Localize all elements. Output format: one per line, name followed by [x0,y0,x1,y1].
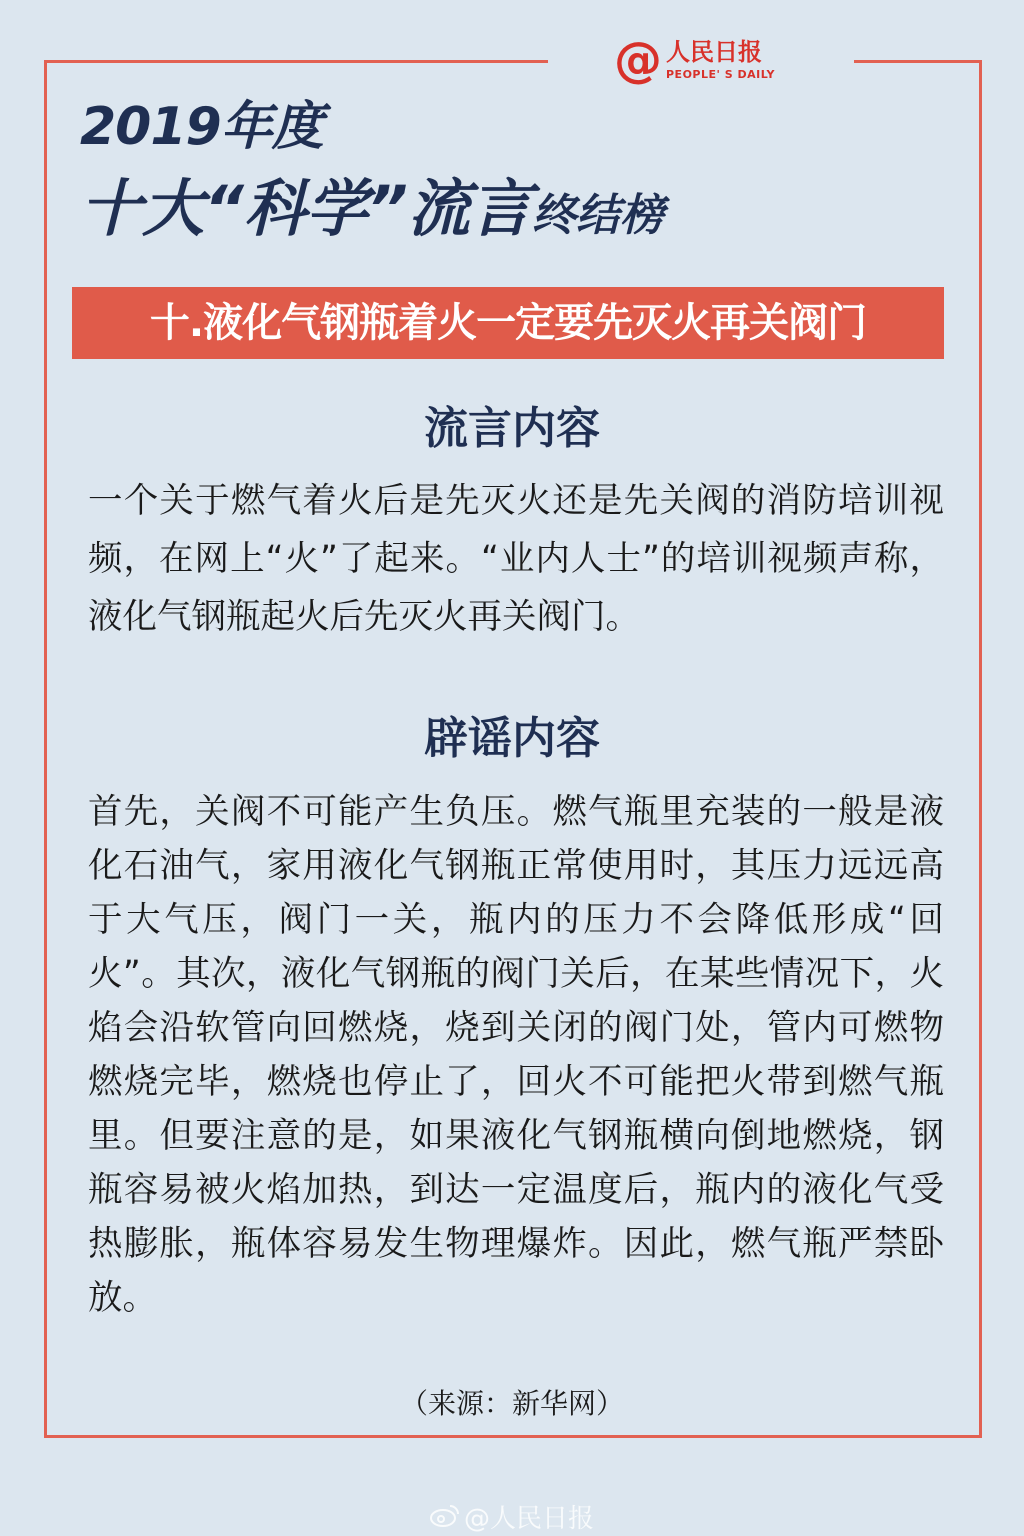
logo-at-symbol: @ [614,32,662,88]
rumor-banner: 十.液化气钢瓶着火一定要先灭火再关阀门 [72,287,944,359]
rumor-heading: 流言内容 [424,403,600,454]
title-part-rumor: 流言 [407,172,532,245]
debunk-heading: 辟谣内容 [424,713,600,764]
title-part-list: 终结榜 [531,190,664,241]
peoples-daily-logo [614,30,794,90]
weibo-icon [430,1503,460,1534]
debunk-text: 首先，关阀不可能产生负压。燃气瓶里充装的一般是液化石油气，家用液化气钢瓶正常使用时，其压力远远高于大气压，阀门一关，瓶内的压力不会降低形成“回火”。其次，液化气钢瓶的阀门关后，在某些情况下，火焰会沿软管向回燃烧，烧到关闭的阀门处，管内可燃物燃烧完毕，燃烧也停止了，回火不可能把火带到燃气瓶里。但要注意的是，如果液化气钢瓶横向倒地燃烧，钢瓶容易被火焰加热，到达一定温度后，瓶内的液化气受热膨胀，瓶体容易发生物理爆炸。因此，燃气瓶严禁卧放。 [88,792,944,1318]
logo-chinese-name: 人民日报 [666,38,762,67]
title-part-science: “科学” [204,172,408,245]
title-part-ten: 十大 [80,172,205,245]
logo-text [666,39,775,80]
watermark-text: @人民日报 [463,1504,594,1534]
logo-english-name: PEOPLE' S DAILY [666,67,775,81]
title-year: 2019年度 [80,97,323,157]
rumor-text: 一个关于燃气着火后是先灭火还是先关阀的消防培训视频，在网上“火”了起来。“业内人士”的培训视频声称，液化气钢瓶起火后先灭火再关阀门。 [88,481,944,637]
source-note: （来源：新华网） [399,1387,624,1420]
title-main [80,172,664,246]
weibo-watermark [0,1498,1024,1535]
